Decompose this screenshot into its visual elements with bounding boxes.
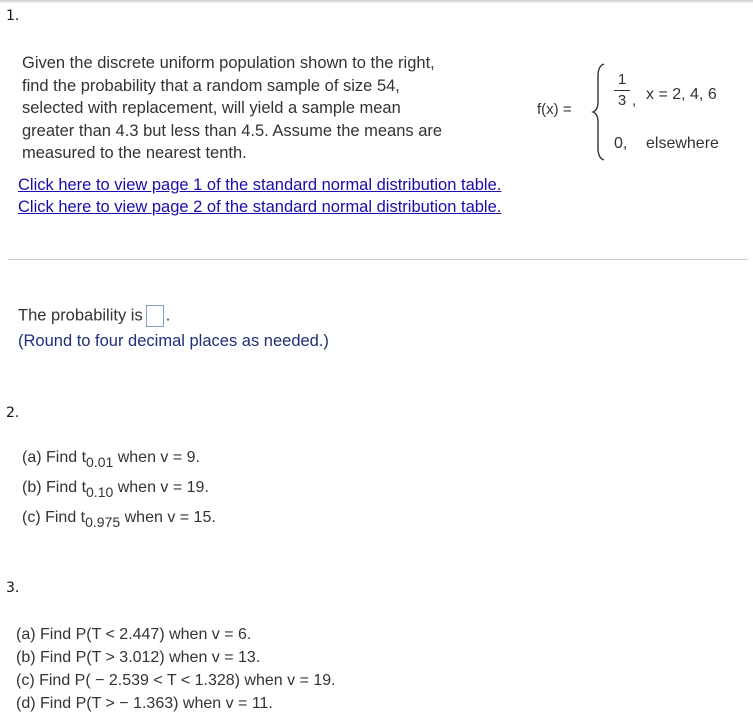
q3-part-b: (b) Find P(T > 3.012) when v = 13. <box>16 649 261 666</box>
part-text: when v = 19. <box>113 479 209 496</box>
normal-table-page2-link[interactable]: Click here to view page 2 of the standard normal distribution table. <box>18 198 502 216</box>
part-subscript: 0.10 <box>86 484 114 500</box>
rounding-note: (Round to four decimal places as needed.) <box>18 332 329 350</box>
q3-part-a: (a) Find P(T < 2.447) when v = 6. <box>16 626 252 643</box>
problem-line: measured to the nearest tenth. <box>22 144 247 162</box>
part-text: (b) Find t <box>22 479 87 496</box>
q2-part-b <box>22 479 209 500</box>
question-2-number: 2. <box>6 405 20 421</box>
part-text: when v = 15. <box>120 509 216 526</box>
part-subscript: 0.975 <box>85 514 121 530</box>
part-subscript: 0.01 <box>86 454 114 470</box>
fraction-numerator: 1 <box>617 71 627 88</box>
top-rule <box>0 0 753 3</box>
problem-statement <box>22 52 502 165</box>
left-brace-icon <box>590 62 610 162</box>
fraction-bar <box>614 90 630 91</box>
problem-line: Given the discrete uniform population shown to the right, <box>22 54 435 72</box>
q3-part-d: (d) Find P(T > − 1.363) when v = 11. <box>16 695 273 712</box>
section-divider <box>8 259 748 260</box>
problem-line: selected with replacement, will yield a sample mean <box>22 99 401 117</box>
case-value-2: 0, <box>614 135 628 152</box>
fraction-denominator: 3 <box>617 92 627 109</box>
question-1-number: 1. <box>6 8 20 24</box>
answer-prefix: The probability is <box>18 306 143 325</box>
part-text: when v = 9. <box>113 449 200 466</box>
answer-suffix: . <box>165 306 171 325</box>
problem-line: find the probability that a random sample of size 54, <box>22 76 400 95</box>
q2-part-a <box>22 449 200 470</box>
case-condition-1: x = 2, 4, 6 <box>646 86 717 103</box>
probability-answer-input[interactable] <box>146 305 164 327</box>
case-condition-2: elsewhere <box>646 135 719 152</box>
answer-line <box>18 305 170 327</box>
q3-part-c: (c) Find P( − 2.539 < T < 1.328) when v = 19. <box>16 672 336 689</box>
fraction-comma: , <box>632 92 637 109</box>
normal-table-page1-link[interactable]: Click here to view page 1 of the standard normal distribution table. <box>18 176 502 194</box>
part-text: (a) Find t <box>22 449 87 466</box>
problem-line: greater than 4.3 but less than 4.5. Assume the means are <box>22 121 443 140</box>
q2-part-c <box>22 509 216 530</box>
fraction-one-third <box>614 71 630 110</box>
question-3-number: 3. <box>6 580 20 596</box>
fx-label: f(x) = <box>537 101 572 118</box>
part-text: (c) Find t <box>22 509 86 526</box>
